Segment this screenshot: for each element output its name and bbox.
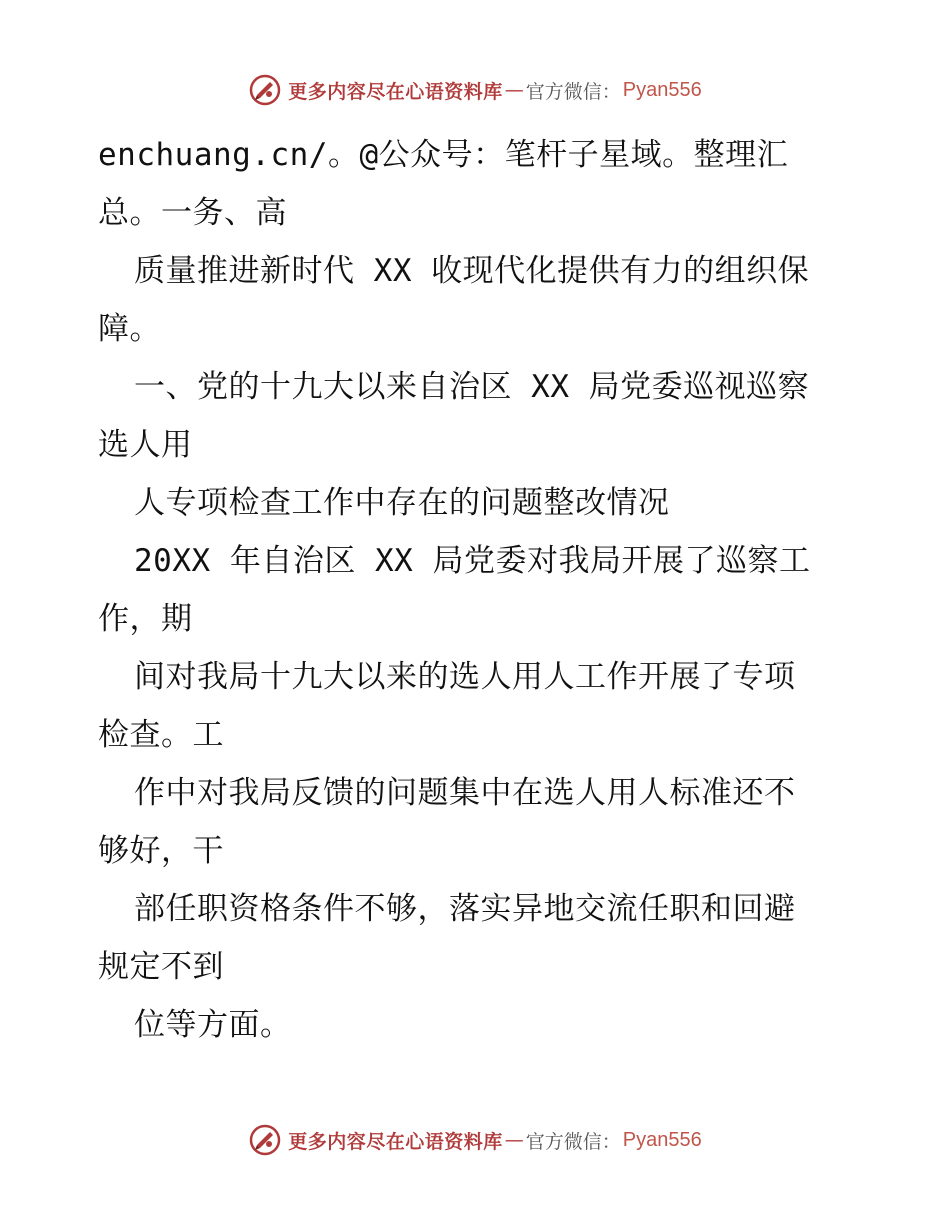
text-line: 规定不到	[98, 949, 224, 985]
banner-text: 更多内容尽在心语资料库	[288, 1130, 503, 1153]
text-line: 检查。工	[98, 717, 224, 753]
text-line: 20XX 年自治区 XX 局党委对我局开展了巡察工	[134, 543, 811, 579]
brand-logo-icon	[248, 73, 282, 107]
banner-text: 更多内容尽在心语资料库	[288, 80, 503, 103]
brand-logo-icon	[248, 1123, 282, 1157]
text-line: 够好，干	[98, 833, 224, 869]
text-line: 选人用	[98, 427, 193, 463]
text-line: 作，期	[98, 601, 193, 637]
text-line: 间对我局十九大以来的选人用人工作开展了专项	[134, 659, 796, 695]
document-body	[98, 126, 858, 1054]
text-line: 人专项检查工作中存在的问题整改情况	[134, 485, 670, 521]
banner-wechat-id: Pyan556	[622, 78, 702, 101]
text-line: 一、党的十九大以来自治区 XX 局党委巡视巡察	[134, 369, 810, 405]
text-line: 位等方面。	[134, 1007, 292, 1043]
header-banner	[0, 70, 950, 110]
text-line: 作中对我局反馈的问题集中在选人用人标准还不	[134, 775, 796, 811]
text-line: enchuang.cn/。@公众号：笔杆子星域。整理汇	[98, 137, 789, 173]
banner-official-label: 官方微信：	[525, 80, 621, 103]
text-line: 部任职资格条件不够，落实异地交流任职和回避	[134, 891, 796, 927]
banner-dash: —	[504, 1129, 524, 1151]
text-line: 质量推进新时代 XX 收现代化提供有力的组织保	[134, 253, 810, 289]
text-line: 障。	[98, 311, 161, 347]
banner-dash: —	[504, 79, 524, 101]
footer-banner	[0, 1120, 950, 1160]
banner-official-label: 官方微信：	[525, 1130, 621, 1153]
banner-wechat-id: Pyan556	[622, 1128, 702, 1151]
text-line: 总。一务、高	[98, 195, 287, 231]
